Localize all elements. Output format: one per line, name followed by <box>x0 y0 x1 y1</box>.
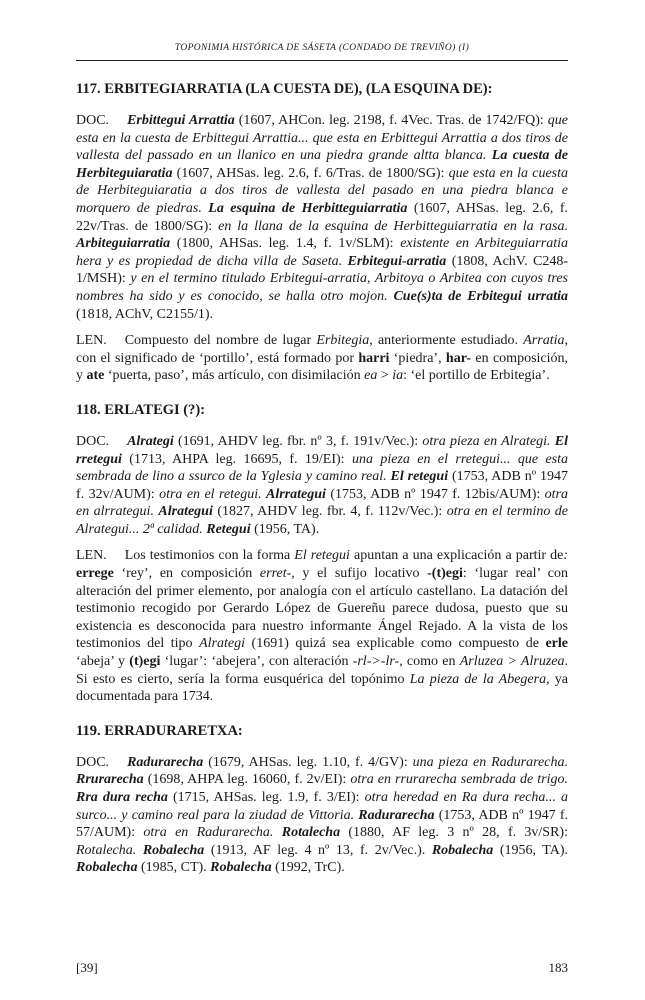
running-head: TOPONIMIA HISTÓRICA DE SÁSETA (CONDADO DE TREVIÑO) (I) <box>174 43 470 53</box>
len-text: Los testimonios con la forma El retegui apuntan a una explicación a partir de: errege ‘rey’, en composición erret-, y el sufijo locativo -(t)egi: ‘lugar real’ con alteración del primer elemento, por analogía con el artículo castellano. La datación del testimonio recogido por Gerardo López de Guereñu parece dudosa, puesto que su existencia es desconocida para nuestro informante Ángel Rejado. A la vista de los testimonios del tipo Alrategi (1691) quizá sea explicable como compuesto de erle ‘abeja’ y (t)egi ‘lugar’: ‘abejera’, con alteración -rl->-lr-, como en Arluzea > Alruzea. Si esto es cierto, sería la forma eusquérica del topónimo La pieza de la Abegera, ya documentada para 1734. <box>76 548 569 705</box>
doc-label: DOC. <box>76 113 110 128</box>
len-text: Compuesto del nombre de lugar Erbitegia, anteriormente estudiado. Arratia, con el significado de ‘portillo’, está formado por harri ‘piedra’, har- en composición, y ate ‘puerta, paso’, más artículo, con disimilación ea > ia: ‘el portillo de Erbitegia’. <box>76 333 569 384</box>
len-label: LEN. <box>76 333 107 349</box>
doc-label: DOC. <box>76 433 110 449</box>
page-number: 183 <box>548 960 568 975</box>
main-content <box>76 72 568 886</box>
len-paragraph <box>76 332 568 385</box>
len-paragraph <box>76 547 568 705</box>
header-rule <box>76 60 568 61</box>
doc-paragraph <box>76 112 568 323</box>
entry-title: 119. ERRADURARETXA: <box>76 722 243 739</box>
doc-text: Alrategi (1691, AHDV leg. fbr. nº 3, f. 191v/Vec.): otra pieza en Alrategi. El rretegui (1713, AHPA leg. 16695, f. 19/EI): una pieza en el rretegui... que esta sembrada de lino a ssurco de la Yglesia y camino real. El retegui (1753, ADB nº 1947 f. 32v/AUM): otra en el retegui. Alrrategui (1753, ADB nº 1947 f. 12bis/AUM): otra en alrrategui. Alrategui (1827, AHDV leg. fbr. 4, f. 112v/Vec.): otra en el termino de Alrategui... 2ª calidad. Retegui (1956, TA). <box>76 433 569 537</box>
page-footer <box>76 960 568 976</box>
len-label: LEN. <box>76 548 107 564</box>
doc-paragraph <box>76 754 568 877</box>
doc-text: Radurarecha (1679, AHSas. leg. 1.10, f. 4/GV): una pieza en Radurarecha. Rrurarecha (1698, AHPA leg. 16060, f. 2v/EI): otra en rrurarecha sembrada de trigo. Rra dura recha (1715, AHSas. leg. 1.9, f. 3/EI): otra heredad en Ra dura recha... a surco... y camino real para la ziudad de Vittoria. Radurarecha (1753, ADB nº 1947 f. 57/AUM): otra en Radurarecha. Rotalecha (1880, AF leg. 3 nº 28, f. 3v/SR): Rotalecha. Robalecha (1913, AF leg. 4 nº 13, f. 2v/Vec.). Robalecha (1956, TA). Robalecha (1985, CT). Robalecha (1992, TrC). <box>76 754 569 876</box>
doc-label: DOC. <box>76 754 110 770</box>
doc-paragraph <box>76 433 568 539</box>
doc-text: Erbittegui Arrattia (1607, AHCon. leg. 2198, f. 4Vec. Tras. de 1742/FQ): que esta en la cuesta de Erbittegui Arrattia... que esta en Erbittegui Arrattia a dos tiros de vallesta del passado en un llanico en una piedra grande altta blanca. La cuesta de Herbiteguiaratia (1607, AHSas. leg. 2.6, f. 6/Tras. de 1800/SG): que esta en la cuesta de Herbiteguiaratia a dos tiros de vallesta del pasado en una piedra blanca e morquero de piedras. La esquina de Herbitteguiarratia (1607, AHSas. leg. 2.6, f. 22v/Tras. de 1800/SG): en la llana de la esquina de Herbitteguiarratia en la rasa. Arbiteguiarratia (1800, AHSas. leg. 1.4, f. 1v/SLM): existente en Arbiteguiarratia hera y es propiedad de dicha villa de Saseta. Erbitegui-arratia (1808, AchV. C248-1/MSH): y en el termino titulado Erbitegui-arratia, Arbitoya o Arbitea con cuyos tres nombres ha sido y es conocido, se halla otro mojon. Cue(s)ta de Erbitegui urratia (1818, AChV, C2155/1). <box>76 113 569 322</box>
footer-left-number: [39] <box>76 960 98 975</box>
entry-title: 118. ERLATEGI (?): <box>76 401 206 418</box>
entry-title: 117. ERBITEGIARRATIA (LA CUESTA DE), (LA ESQUINA DE): <box>76 81 493 97</box>
